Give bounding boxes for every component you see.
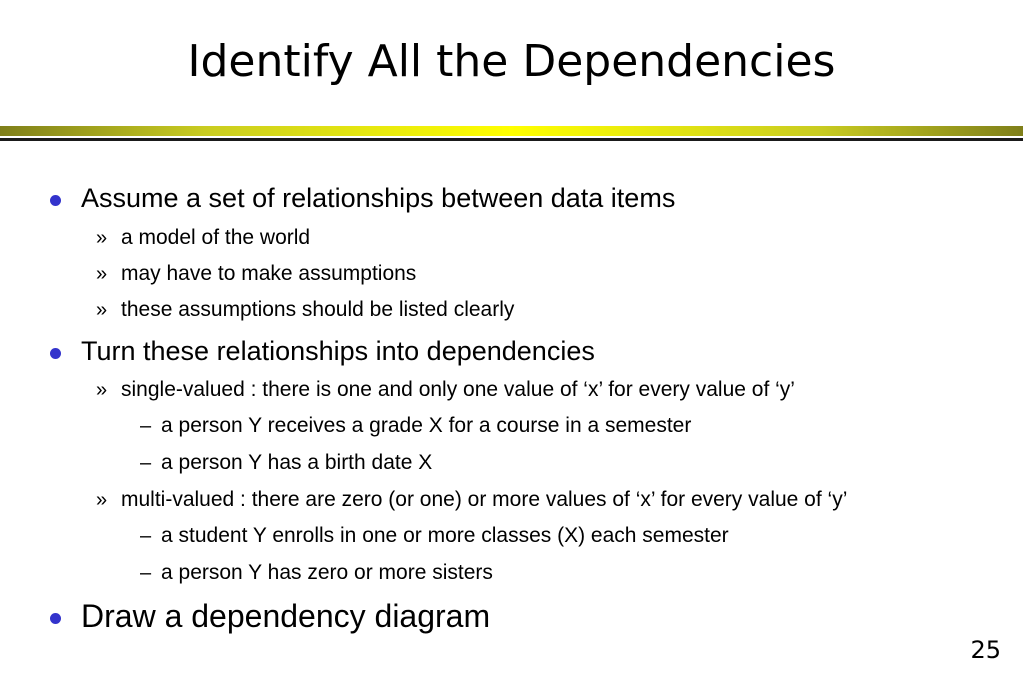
- chevron-marker-icon: »: [96, 299, 108, 321]
- example-sisters: a person Y has zero or more sisters: [161, 561, 493, 584]
- bullet-item-turn-relationships: Turn these relationships into dependencies: [81, 336, 595, 366]
- sub-item-model-of-world: a model of the world: [121, 226, 311, 249]
- title-underline-dark-line: [0, 138, 1023, 141]
- chevron-marker-icon: »: [96, 379, 108, 401]
- chevron-marker-icon: »: [96, 489, 108, 511]
- example-grade: a person Y receives a grade X for a course in a semester: [161, 414, 692, 437]
- bullet-dot-icon: [50, 348, 61, 359]
- slide-title: Identify All the Dependencies: [187, 36, 836, 87]
- chevron-marker-icon: »: [96, 227, 108, 249]
- dash-marker-icon: –: [140, 452, 152, 474]
- dash-marker-icon: –: [140, 562, 152, 584]
- title-underline-gradient: [0, 126, 1023, 136]
- bullet-dot-icon: [50, 195, 61, 206]
- bullet-item-assume: Assume a set of relationships between data items: [81, 183, 676, 213]
- example-birth-date: a person Y has a birth date X: [161, 451, 433, 474]
- chevron-marker-icon: »: [96, 263, 108, 285]
- sub-item-multi-valued: multi-valued : there are zero (or one) or more values of ‘x’ for every value of ‘y’: [121, 488, 848, 511]
- sub-item-single-valued: single-valued : there is one and only one value of ‘x’ for every value of ‘y’: [121, 378, 795, 401]
- sub-item-listed-clearly: these assumptions should be listed clearly: [121, 298, 515, 321]
- page-number: 25: [970, 636, 1001, 664]
- example-enrolls: a student Y enrolls in one or more classes (X) each semester: [161, 524, 729, 547]
- bullet-dot-icon: [50, 613, 61, 624]
- bullet-item-draw-diagram: Draw a dependency diagram: [81, 598, 491, 634]
- sub-item-assumptions: may have to make assumptions: [121, 262, 417, 285]
- dash-marker-icon: –: [140, 525, 152, 547]
- dash-marker-icon: –: [140, 415, 152, 437]
